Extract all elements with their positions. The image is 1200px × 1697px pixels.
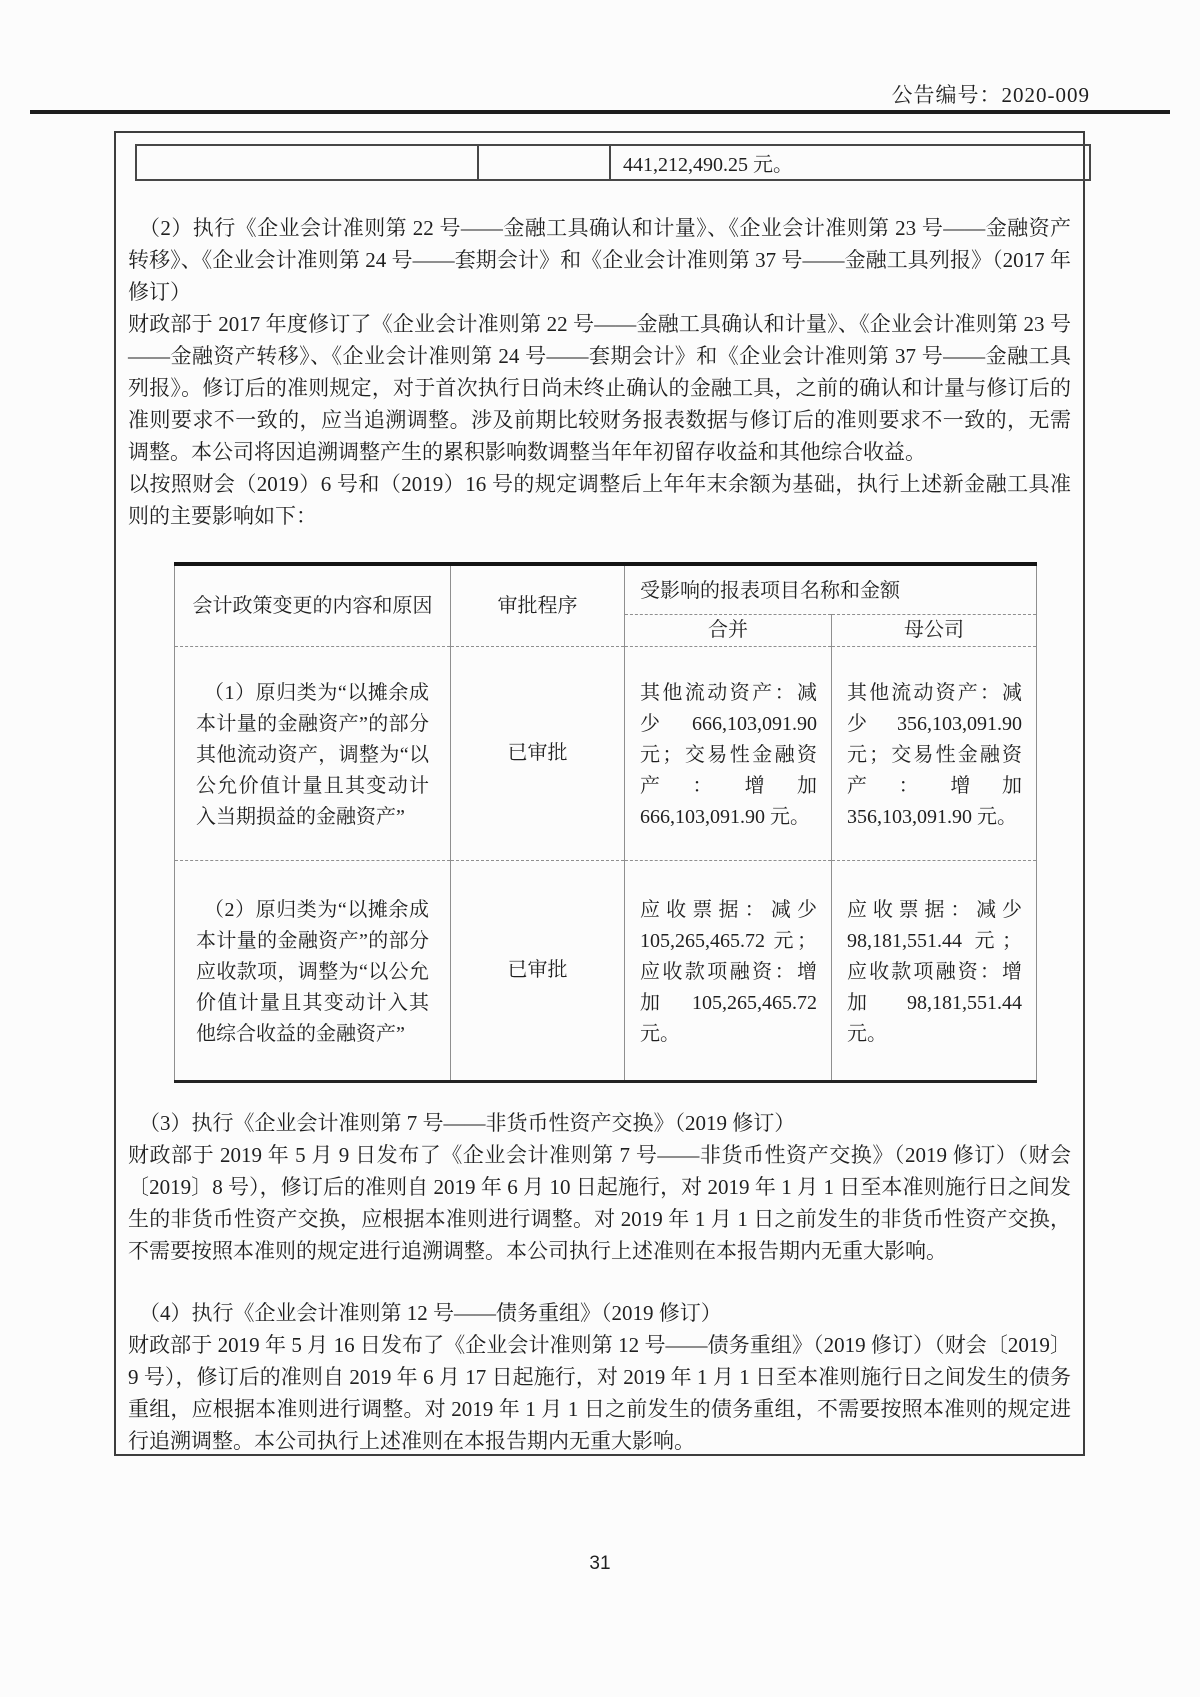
section-3-body: 财政部于 2019 年 5 月 9 日发布了《企业会计准则第 7 号——非货币性资产交换》（2019 修订）（财会〔2019〕8 号），修订后的准则自 2019 年 6 月 10 日起施行，对 2019 年 1 月 1 日至本准则施行日之间发生的非货币性资产交换，应根据本准则进行调整。对 2019 年 1 月 1 日之前发生的非货币性资产交换，不需要按照本准则的规定进行追溯调整。本公司执行上述准则在本报告期内无重大影响。 <box>128 1143 1071 1263</box>
table-row <box>175 861 1037 1082</box>
header-approval: 审批程序 <box>451 564 625 647</box>
row1-parent: 其他流动资产：减少 356,103,091.90 元；交易性金融资产：增加 356,103,091.90 元。 <box>832 647 1037 861</box>
table-header-row <box>175 564 1037 615</box>
subheader-consolidated: 合并 <box>625 615 832 647</box>
row2-content: （2）原归类为“以摊余成本计量的金融资产”的部分应收款项，调整为“以公允价值计量且其变动计入其他综合收益的金融资产” <box>175 861 451 1082</box>
row2-parent: 应收票据：减少 98,181,551.44 元；应收款项融资：增加 98,181,551.44 元。 <box>832 861 1037 1082</box>
carryover-table <box>135 144 1091 181</box>
section-2-basis: 以按照财会（2019）6 号和（2019）16 号的规定调整后上年年末余额为基础，执行上述新金融工具准则的主要影响如下： <box>128 472 1071 528</box>
row1-consolidated: 其他流动资产：减少 666,103,091.90 元；交易性金融资产：增加 666,103,091.90 元。 <box>625 647 832 861</box>
row2-approval: 已审批 <box>451 861 625 1082</box>
content-box <box>114 131 1085 1456</box>
header-content-reason: 会计政策变更的内容和原因 <box>175 564 451 647</box>
policy-change-table <box>174 562 1037 1083</box>
subheader-parent: 母公司 <box>832 615 1037 647</box>
header-rule <box>30 110 1170 114</box>
header-affected-items: 受影响的报表项目名称和金额 <box>625 564 1037 615</box>
row1-approval: 已审批 <box>451 647 625 861</box>
section-4-body: 财政部于 2019 年 5 月 16 日发布了《企业会计准则第 12 号——债务重组》（2019 修订）（财会〔2019〕9 号），修订后的准则自 2019 年 6 月 17 日起施行，对 2019 年 1 月 1 日至本准则施行日之间发生的债务重组，应根据本准则进行调整。对 2019 年 1 月 1 日之前发生的债务重组，不需要按照本准则的规定进行追溯调整。本公司执行上述准则在本报告期内无重大影响。 <box>128 1333 1071 1453</box>
doc-number: 公告编号：2020-009 <box>891 83 1090 107</box>
section-4-heading: （4）执行《企业会计准则第 12 号——债务重组》（2019 修订） <box>139 1301 722 1325</box>
carryover-cell-1 <box>136 145 478 180</box>
section-2-heading: （2）执行《企业会计准则第 22 号——金融工具确认和计量》、《企业会计准则第 23 号——金融资产转移》、《企业会计准则第 24 号——套期会计》和《企业会计准则第 37 号——金融工具列报》（2017 年修订） <box>128 216 1071 304</box>
row1-content: （1）原归类为“以摊余成本计量的金融资产”的部分其他流动资产，调整为“以公允价值计量且其变动计入当期损益的金融资产” <box>175 647 451 861</box>
section-2-body: 财政部于 2017 年度修订了《企业会计准则第 22 号——金融工具确认和计量》、《企业会计准则第 23 号——金融资产转移》、《企业会计准则第 24 号——套期会计》和《企业会计准则第 37 号——金融工具列报》。修订后的准则规定，对于首次执行日尚未终止确认的金融工具，之前的确认和计量与修订后的准则要求不一致的，应当追溯调整。涉及前期比较财务报表数据与修订后的准则要求不一致的，无需调整。本公司将因追溯调整产生的累积影响数调整当年年初留存收益和其他综合收益。 <box>128 312 1071 464</box>
page-number: 31 <box>589 1553 611 1574</box>
carryover-amount-cell: 441,212,490.25 元。 <box>610 145 1090 180</box>
carryover-cell-2 <box>478 145 610 180</box>
row2-consolidated: 应收票据：减少 105,265,465.72 元；应收款项融资：增加 105,265,465.72 元。 <box>625 861 832 1082</box>
table-row <box>175 647 1037 861</box>
carryover-row <box>136 145 1090 180</box>
section-3-heading: （3）执行《企业会计准则第 7 号——非货币性资产交换》（2019 修订） <box>139 1111 796 1135</box>
